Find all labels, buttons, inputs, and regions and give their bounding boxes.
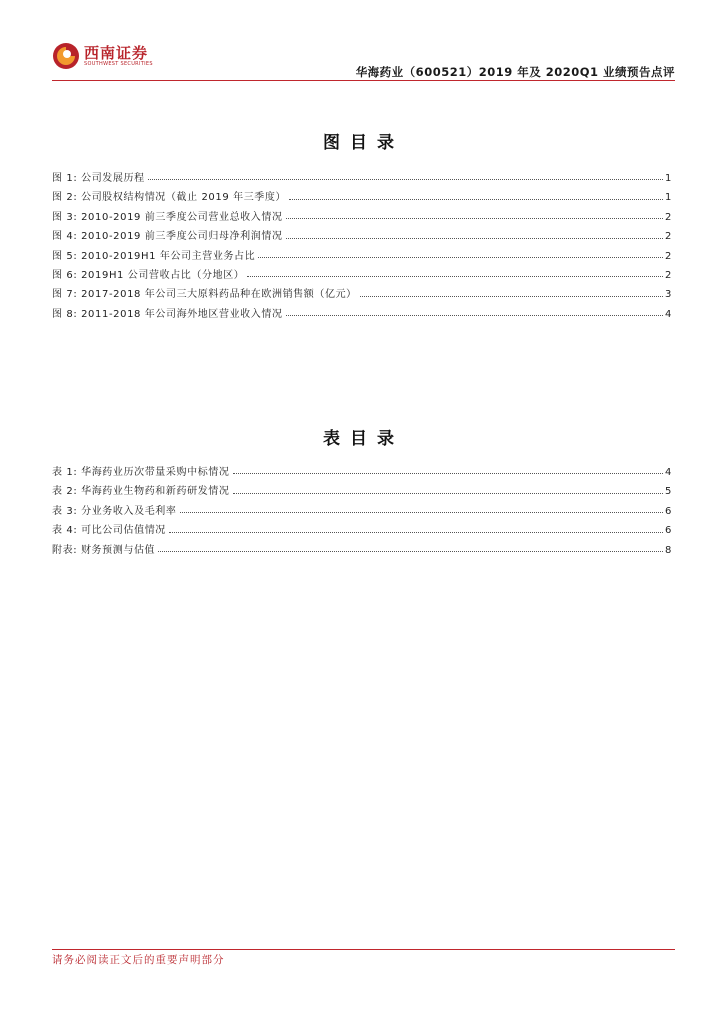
table-toc-heading: 表目录: [323, 429, 404, 449]
toc-entry-page: 6: [665, 525, 672, 537]
toc-entry[interactable]: [52, 541, 672, 560]
toc-entry[interactable]: [52, 266, 672, 285]
dot-leader: [289, 198, 663, 200]
toc-entry-page: 4: [665, 467, 672, 478]
dot-leader: [158, 550, 663, 552]
dot-leader: [286, 217, 663, 219]
toc-entry-page: 5: [665, 486, 672, 498]
toc-entry-label: 附表:: [52, 544, 78, 556]
toc-entry-page: 4: [665, 308, 672, 320]
toc-entry-page: 1: [665, 173, 672, 184]
toc-entry-title: 2017-2018 年公司三大原料药品种在欧洲销售额（亿元）: [81, 289, 357, 301]
toc-entry-label: 图 3:: [52, 211, 78, 223]
logo-wordmark: [84, 45, 153, 68]
dot-leader: [233, 492, 664, 494]
footer-divider: [52, 949, 675, 950]
header-divider: [52, 80, 675, 81]
toc-entry-title: 财务预测与估值: [80, 544, 156, 556]
figure-toc-list: [52, 169, 672, 324]
toc-entry[interactable]: [52, 521, 672, 540]
toc-entry-page: 2: [665, 211, 672, 223]
toc-entry[interactable]: [52, 463, 672, 482]
toc-entry[interactable]: [52, 188, 672, 207]
toc-entry-label: 表 1:: [52, 467, 78, 478]
toc-entry-title: 2011-2018 年公司海外地区营业收入情况: [81, 308, 283, 320]
toc-entry[interactable]: [52, 502, 672, 521]
toc-entry-title: 2019H1 公司营收占比（分地区）: [81, 269, 245, 281]
dot-leader: [169, 531, 663, 533]
dot-leader: [180, 511, 664, 513]
toc-entry[interactable]: [52, 247, 672, 266]
toc-entry-page: 1: [665, 192, 672, 204]
page-header: [52, 38, 675, 82]
table-toc-list: [52, 463, 672, 560]
toc-entry-label: 图 7:: [52, 289, 78, 301]
dot-leader: [286, 237, 663, 239]
toc-entry-page: 2: [665, 250, 672, 262]
dot-leader: [360, 295, 663, 297]
toc-entry-title: 公司股权结构情况（截止 2019 年三季度）: [81, 192, 287, 204]
toc-entry[interactable]: [52, 208, 672, 227]
logo-mark-icon: [52, 42, 80, 70]
toc-entry-title: 华海药业历次带量采购中标情况: [81, 467, 230, 478]
dot-leader: [148, 178, 663, 180]
toc-entry[interactable]: [52, 305, 672, 324]
toc-entry-label: 表 3:: [52, 505, 78, 517]
toc-entry[interactable]: [52, 169, 672, 188]
toc-entry-label: 表 4:: [52, 525, 78, 537]
toc-entry-title: 华海药业生物药和新药研发情况: [81, 486, 230, 498]
toc-entry-title: 公司发展历程: [81, 173, 145, 184]
toc-entry-page: 2: [665, 231, 672, 243]
toc-entry-page: 2: [665, 269, 672, 281]
figure-toc-heading: 图目录: [323, 133, 404, 153]
toc-entry-label: 图 5:: [52, 250, 78, 262]
toc-entry-label: 图 4:: [52, 231, 78, 243]
toc-entry-title: 可比公司估值情况: [81, 525, 166, 537]
dot-leader: [233, 472, 664, 474]
toc-entry-page: 8: [665, 544, 672, 556]
toc-entry[interactable]: [52, 285, 672, 304]
document-title: 华海药业（600521）2019 年及 2020Q1 业绩预告点评: [355, 65, 675, 79]
toc-entry-title: 2010-2019H1 年公司主营业务占比: [81, 250, 256, 262]
dot-leader: [247, 275, 663, 277]
toc-entry-label: 图 1:: [52, 173, 78, 184]
toc-entry-label: 图 6:: [52, 269, 78, 281]
toc-entry-title: 2010-2019 前三季度公司营业总收入情况: [81, 211, 283, 223]
toc-entry-page: 3: [665, 289, 672, 301]
dot-leader: [258, 256, 663, 258]
dot-leader: [286, 314, 663, 316]
toc-entry-label: 图 8:: [52, 308, 78, 320]
logo-name-cn: 西南证券: [84, 43, 149, 62]
toc-entry-label: 图 2:: [52, 192, 78, 204]
toc-entry-page: 6: [665, 505, 672, 517]
footer-notice: 请务必阅读正文后的重要声明部分: [52, 954, 225, 966]
toc-entry-title: 分业务收入及毛利率: [81, 505, 177, 517]
toc-entry-label: 表 2:: [52, 486, 78, 498]
toc-entry[interactable]: [52, 227, 672, 246]
toc-entry[interactable]: [52, 482, 672, 501]
logo-name-en: SOUTHWEST SECURITIES: [84, 60, 153, 67]
toc-entry-title: 2010-2019 前三季度公司归母净利润情况: [81, 231, 283, 243]
company-logo: [52, 42, 153, 70]
